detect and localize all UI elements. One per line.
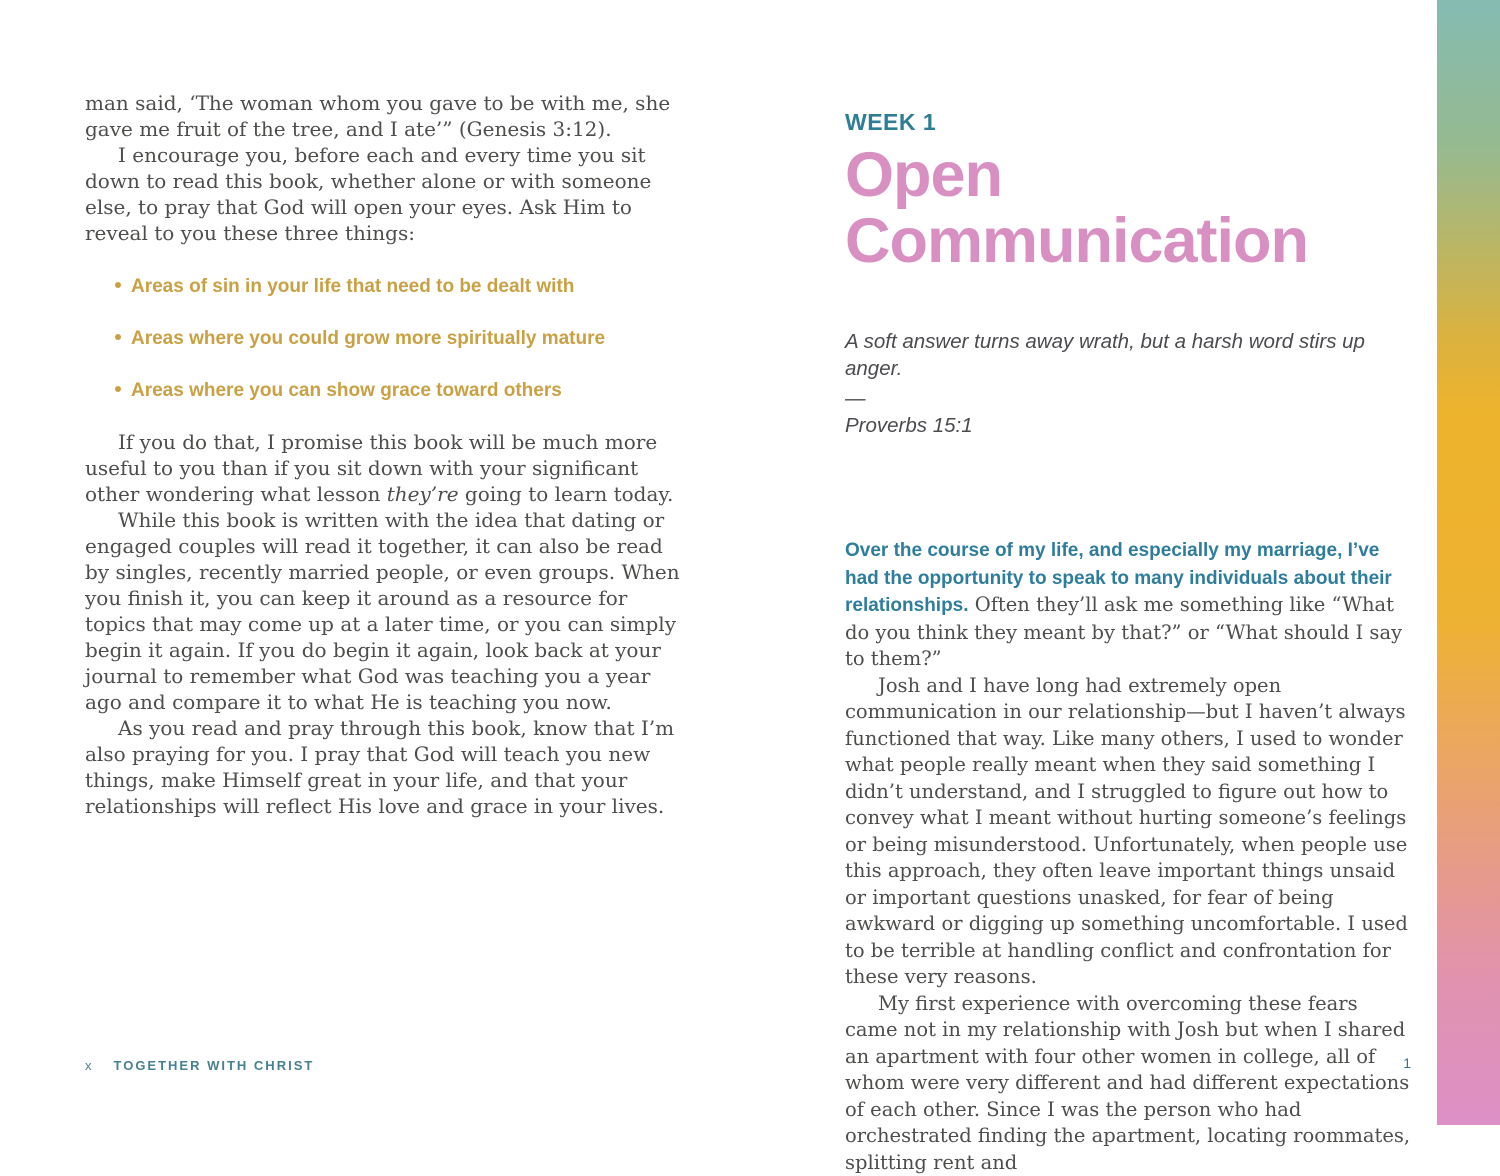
paragraph-text: If you do that, I promise this book will be much more useful to you than if you sit down with your significant other wondering what lesson: [85, 430, 657, 506]
bullet-dot-icon: [115, 334, 121, 340]
left-page-footer: [85, 1058, 314, 1073]
right-page-text-column: [845, 110, 1411, 1176]
epigraph: [845, 328, 1411, 439]
paragraph: [85, 429, 693, 507]
bullet-item-label: Areas of sin in your life that need to be dealt with: [131, 275, 574, 298]
bullet-item: [115, 275, 693, 298]
running-title: TOGETHER WITH CHRIST: [114, 1058, 315, 1073]
bullet-item: [115, 327, 693, 350]
lead-in-sentence: Over the course of my life, and especially my marriage, I’ve had the opportunity to speak to many individuals about their relationships.: [845, 540, 1392, 616]
chapter-body: [845, 537, 1411, 1176]
epigraph-source: Proverbs 15:1: [845, 412, 1411, 439]
paragraph: While this book is written with the idea that dating or engaged couples will read it together, it can also be read by singles, recently married people, or even groups. When you finish it, you can keep it around as a resource for topics that may come up at a later time, or you can simply begin it again. If you do begin it again, look back at your journal to remember what God was teaching you a year ago and compare it to what He is teaching you now.: [85, 507, 693, 715]
paragraph-text: Often they’ll ask me something like “What do you think they meant by that?” or “What should I say to them?”: [845, 593, 1402, 670]
paragraph: My first experience with overcoming these fears came not in my relationship with Josh but when I shared an apartment with four other women in college, all of whom were very different and had different expectations of each other. Since I was the person who had orchestrated finding the apartment, locating roommates, splitting rent and: [845, 991, 1411, 1176]
bullet-dot-icon: [115, 386, 121, 392]
paragraph: man said, ‘The woman whom you gave to be with me, she gave me fruit of the tree, and I ate’” (Genesis 3:12).: [85, 90, 693, 142]
bullet-item-label: Areas where you can show grace toward others: [131, 379, 562, 402]
bullet-item: [115, 379, 693, 402]
bullet-dot-icon: [115, 282, 121, 288]
bullet-list: [85, 275, 693, 402]
gradient-edge-strip: [1437, 0, 1500, 1125]
paragraph: As you read and pray through this book, know that I’m also praying for you. I pray that God will teach you new things, make Himself great in your life, and that your relationships will reflect His love and grace in your lives.: [85, 715, 693, 819]
bullet-item-label: Areas where you could grow more spiritually mature: [131, 327, 605, 350]
chapter-title: Open Communication: [845, 142, 1411, 274]
paragraph: I encourage you, before each and every time you sit down to read this book, whether alone or with someone else, to pray that God will open your eyes. Ask Him to reveal to you these three things:: [85, 142, 693, 246]
paragraph: [845, 537, 1411, 673]
paragraph: Josh and I have long had extremely open communication in our relationship—but I haven’t always functioned that way. Like many others, I used to wonder what people really meant when they said something I didn’t understand, and I struggled to figure out how to convey what I meant without hurting someone’s feelings or being misunderstood. Unfortunately, when people use this approach, they often leave important things unsaid or important questions unasked, for fear of being awkward or digging up something uncomfortable. I used to be terrible at handling conflict and confrontation for these very reasons.: [845, 673, 1411, 991]
page-number: x: [85, 1058, 92, 1073]
italic-word: they’re: [387, 482, 459, 506]
epigraph-quote: A soft answer turns away wrath, but a harsh word stirs up anger.: [845, 328, 1411, 382]
paragraph-text: going to learn today.: [459, 482, 674, 506]
left-page-text-column: [85, 90, 693, 819]
epigraph-dash: —: [845, 385, 1411, 412]
right-page-footer: [845, 1055, 1411, 1071]
page-number: 1: [1403, 1055, 1411, 1071]
week-kicker: WEEK 1: [845, 110, 1411, 134]
